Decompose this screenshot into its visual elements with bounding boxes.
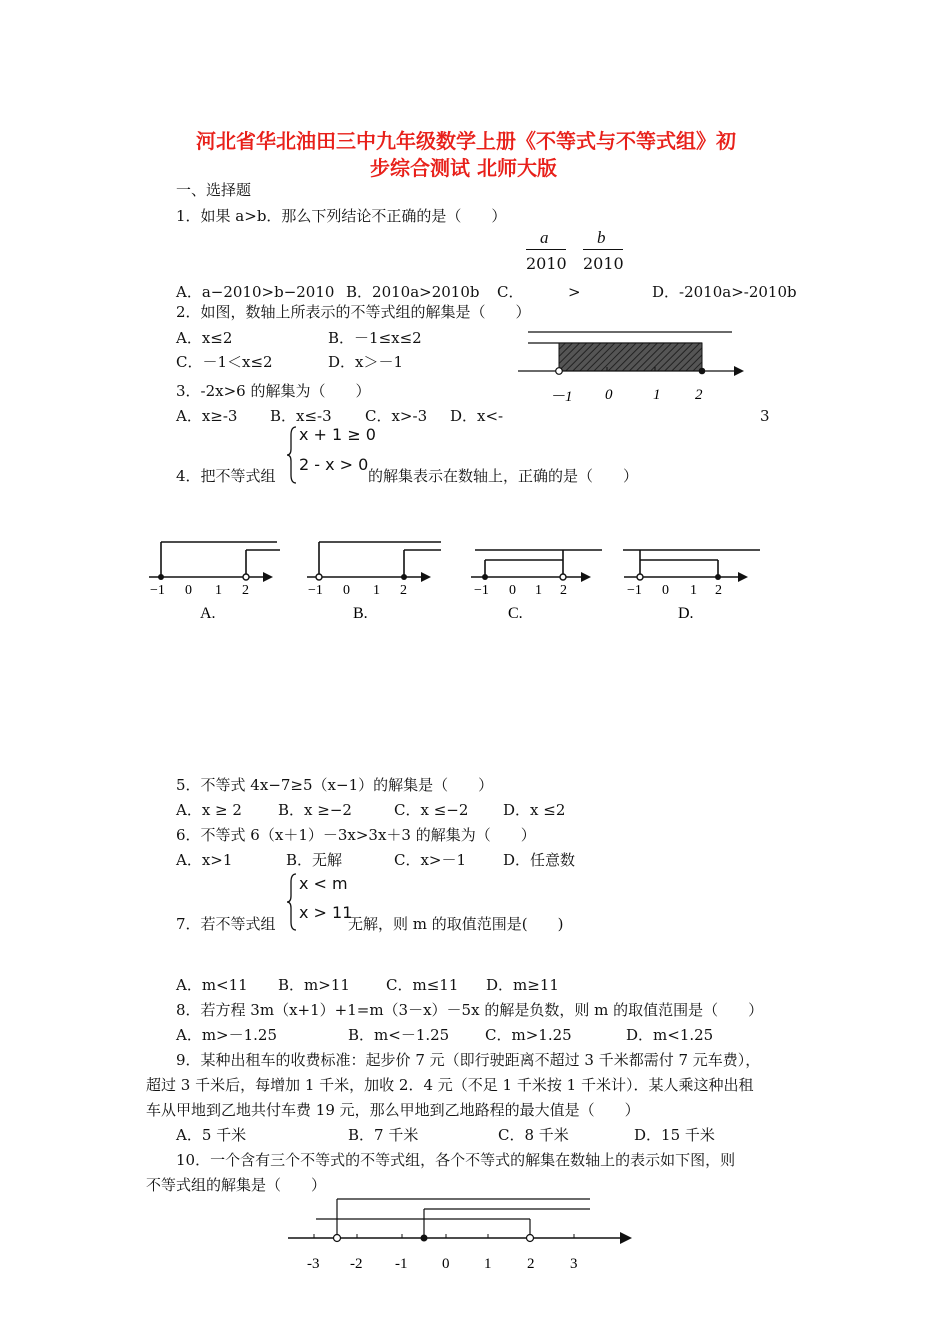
- q7-prefix: 7．若不等式组: [176, 915, 276, 933]
- q5-option-a: A．x ≥ 2: [176, 801, 242, 819]
- q1-frac-a-num: a: [540, 228, 549, 247]
- q10-tick-2: 2: [527, 1256, 535, 1272]
- q4d-tick-2: 2: [715, 583, 722, 598]
- q1-frac-a-bar: [526, 249, 566, 250]
- q8-option-a: A．m>－1.25: [176, 1026, 278, 1044]
- q1-option-c-sign: >: [568, 283, 581, 301]
- section-heading: 一、选择题: [176, 181, 252, 199]
- q4-figure-d: [618, 535, 763, 625]
- q4d-tick-0: 0: [662, 583, 669, 598]
- q6-option-a: A．x>1: [176, 851, 233, 869]
- q1-option-a: A．a−2010>b−2010: [176, 283, 335, 301]
- q4-prefix: 4．把不等式组: [176, 467, 276, 485]
- q7-ineq2: x > 11: [299, 903, 353, 922]
- q5-option-c: C．x ≤−2: [394, 801, 469, 819]
- q6-option-b: B．无解: [286, 851, 343, 869]
- q7-ineq1: x < m: [299, 874, 348, 893]
- q1-frac-b-den: 2010: [583, 254, 624, 273]
- q4a-tick-neg1: −1: [150, 583, 165, 598]
- q4-ineq1: x + 1 ≥ 0: [299, 425, 376, 444]
- q4a-tick-1: 1: [215, 583, 222, 598]
- q1-frac-b-num: b: [597, 228, 606, 247]
- q10-tick-neg1: -1: [395, 1256, 408, 1272]
- q3-stem: 3．-2x>6 的解集为（ ）: [176, 382, 371, 400]
- doc-title-line1: 河北省华北油田三中九年级数学上册《不等式与不等式组》初: [196, 129, 736, 153]
- q9-option-b: B．7 千米: [348, 1126, 419, 1144]
- q4-figure-c: [465, 535, 605, 625]
- q3-option-c: C．x>-3: [365, 407, 428, 425]
- q1-frac-a-den: 2010: [526, 254, 567, 273]
- q10-number-line: [280, 1192, 640, 1274]
- q10-tick-3: 3: [570, 1256, 578, 1272]
- q7-option-a: A．m<11: [176, 976, 248, 994]
- q2-tick-1: 1: [653, 387, 661, 403]
- q8-stem: 8．若方程 3m（x+1）+1=m（3－x）－5x 的解是负数，则 m 的取值范围是（ ）: [176, 1001, 764, 1019]
- q9-option-d: D．15 千米: [634, 1126, 715, 1144]
- q4-ineq2: 2 - x > 0: [299, 455, 369, 474]
- q4-option-c-label: C.: [508, 605, 523, 622]
- doc-title-line2: 步综合测试 北师大版: [370, 156, 557, 180]
- q4-brace-icon: [286, 425, 298, 485]
- q4c-tick-0: 0: [509, 583, 516, 598]
- q2-option-d: D．x＞－1: [328, 353, 404, 371]
- q2-option-b: B．－1≤x≤2: [328, 329, 422, 347]
- q7-option-c: C．m≤11: [386, 976, 459, 994]
- q7-suffix: 无解，则 m 的取值范围是( ): [348, 915, 564, 933]
- q4-figure-a: [145, 535, 280, 625]
- q9-line1: 9．某种出租车的收费标准：起步价 7 元（即行驶距离不超过 3 千米都需付 7 元车费），: [176, 1051, 761, 1069]
- q6-option-d: D．任意数: [503, 851, 576, 869]
- q9-line3: 车从甲地到乙地共付车费 19 元，那么甲地到乙地路程的最大值是（ ）: [146, 1101, 640, 1119]
- q4-figure-b: [303, 535, 443, 625]
- q2-tick-2: 2: [695, 387, 703, 403]
- q2-number-line: [512, 325, 752, 410]
- q4b-tick-0: 0: [343, 583, 350, 598]
- q2-option-a: A．x≤2: [176, 329, 233, 347]
- q9-line2: 超过 3 千米后，每增加 1 千米，加收 2．4 元（不足 1 千米按 1 千米计）．某人乘这种出租: [146, 1076, 754, 1094]
- q6-option-c: C．x>－1: [394, 851, 467, 869]
- q4d-tick-1: 1: [690, 583, 697, 598]
- q6-stem: 6．不等式 6（x＋1）－3x>3x＋3 的解集为（ ）: [176, 826, 536, 844]
- q4a-tick-2: 2: [242, 583, 249, 598]
- q4-option-a-label: A.: [200, 605, 216, 622]
- q4-option-b-label: B.: [353, 605, 368, 622]
- q8-option-d: D．m<1.25: [626, 1026, 714, 1044]
- q1-option-d: D．-2010a>-2010b: [652, 283, 797, 301]
- q10-line1: 10．一个含有三个不等式的不等式组，各个不等式的解集在数轴上的表示如下图，则: [176, 1151, 736, 1169]
- q1-option-b: B．2010a>2010b: [346, 283, 480, 301]
- q5-option-b: B．x ≥−2: [278, 801, 352, 819]
- q10-tick-0: 0: [442, 1256, 450, 1272]
- q4c-tick-2: 2: [560, 583, 567, 598]
- q4b-tick-2: 2: [400, 583, 407, 598]
- q4a-tick-0: 0: [185, 583, 192, 598]
- q3-option-a: A．x≥-3: [176, 407, 238, 425]
- q4c-tick-1: 1: [535, 583, 542, 598]
- q2-option-c: C．－1＜x≤2: [176, 353, 273, 371]
- q1-option-c: C．: [497, 283, 524, 301]
- q4b-tick-1: 1: [373, 583, 380, 598]
- q3-option-b: B．x≤-3: [270, 407, 332, 425]
- q8-option-b: B．m<－1.25: [348, 1026, 450, 1044]
- q4-option-d-label: D.: [678, 605, 694, 622]
- q9-option-a: A．5 千米: [176, 1126, 247, 1144]
- q2-tick-0: 0: [605, 387, 613, 403]
- q5-stem: 5．不等式 4x−7≥5（x−1）的解集是（ ）: [176, 776, 494, 794]
- q7-option-b: B．m>11: [278, 976, 350, 994]
- q10-tick-neg2: -2: [350, 1256, 363, 1272]
- q5-option-d: D．x ≤2: [503, 801, 566, 819]
- q1-stem: 1．如果 a>b．那么下列结论不正确的是（ ）: [176, 207, 507, 225]
- q10-tick-1: 1: [484, 1256, 492, 1272]
- q1-frac-b-bar: [583, 249, 623, 250]
- q4b-tick-neg1: −1: [308, 583, 323, 598]
- q10-tick-neg3: -3: [307, 1256, 320, 1272]
- q3-tail: 3: [760, 407, 770, 425]
- q7-option-d: D．m≥11: [486, 976, 559, 994]
- q2-stem: 2．如图，数轴上所表示的不等式组的解集是（ ）: [176, 303, 531, 321]
- q4-suffix: 的解集表示在数轴上，正确的是（ ）: [368, 467, 639, 485]
- q4c-tick-neg1: −1: [474, 583, 489, 598]
- q7-brace-icon: [286, 872, 298, 932]
- q10-line2: 不等式组的解集是（ ）: [146, 1176, 327, 1194]
- q9-option-c: C．8 千米: [498, 1126, 569, 1144]
- q4d-tick-neg1: −1: [627, 583, 642, 598]
- q3-option-d: D．x<-: [450, 407, 504, 425]
- q2-tick-neg1: －1: [550, 389, 573, 405]
- q8-option-c: C．m>1.25: [485, 1026, 572, 1044]
